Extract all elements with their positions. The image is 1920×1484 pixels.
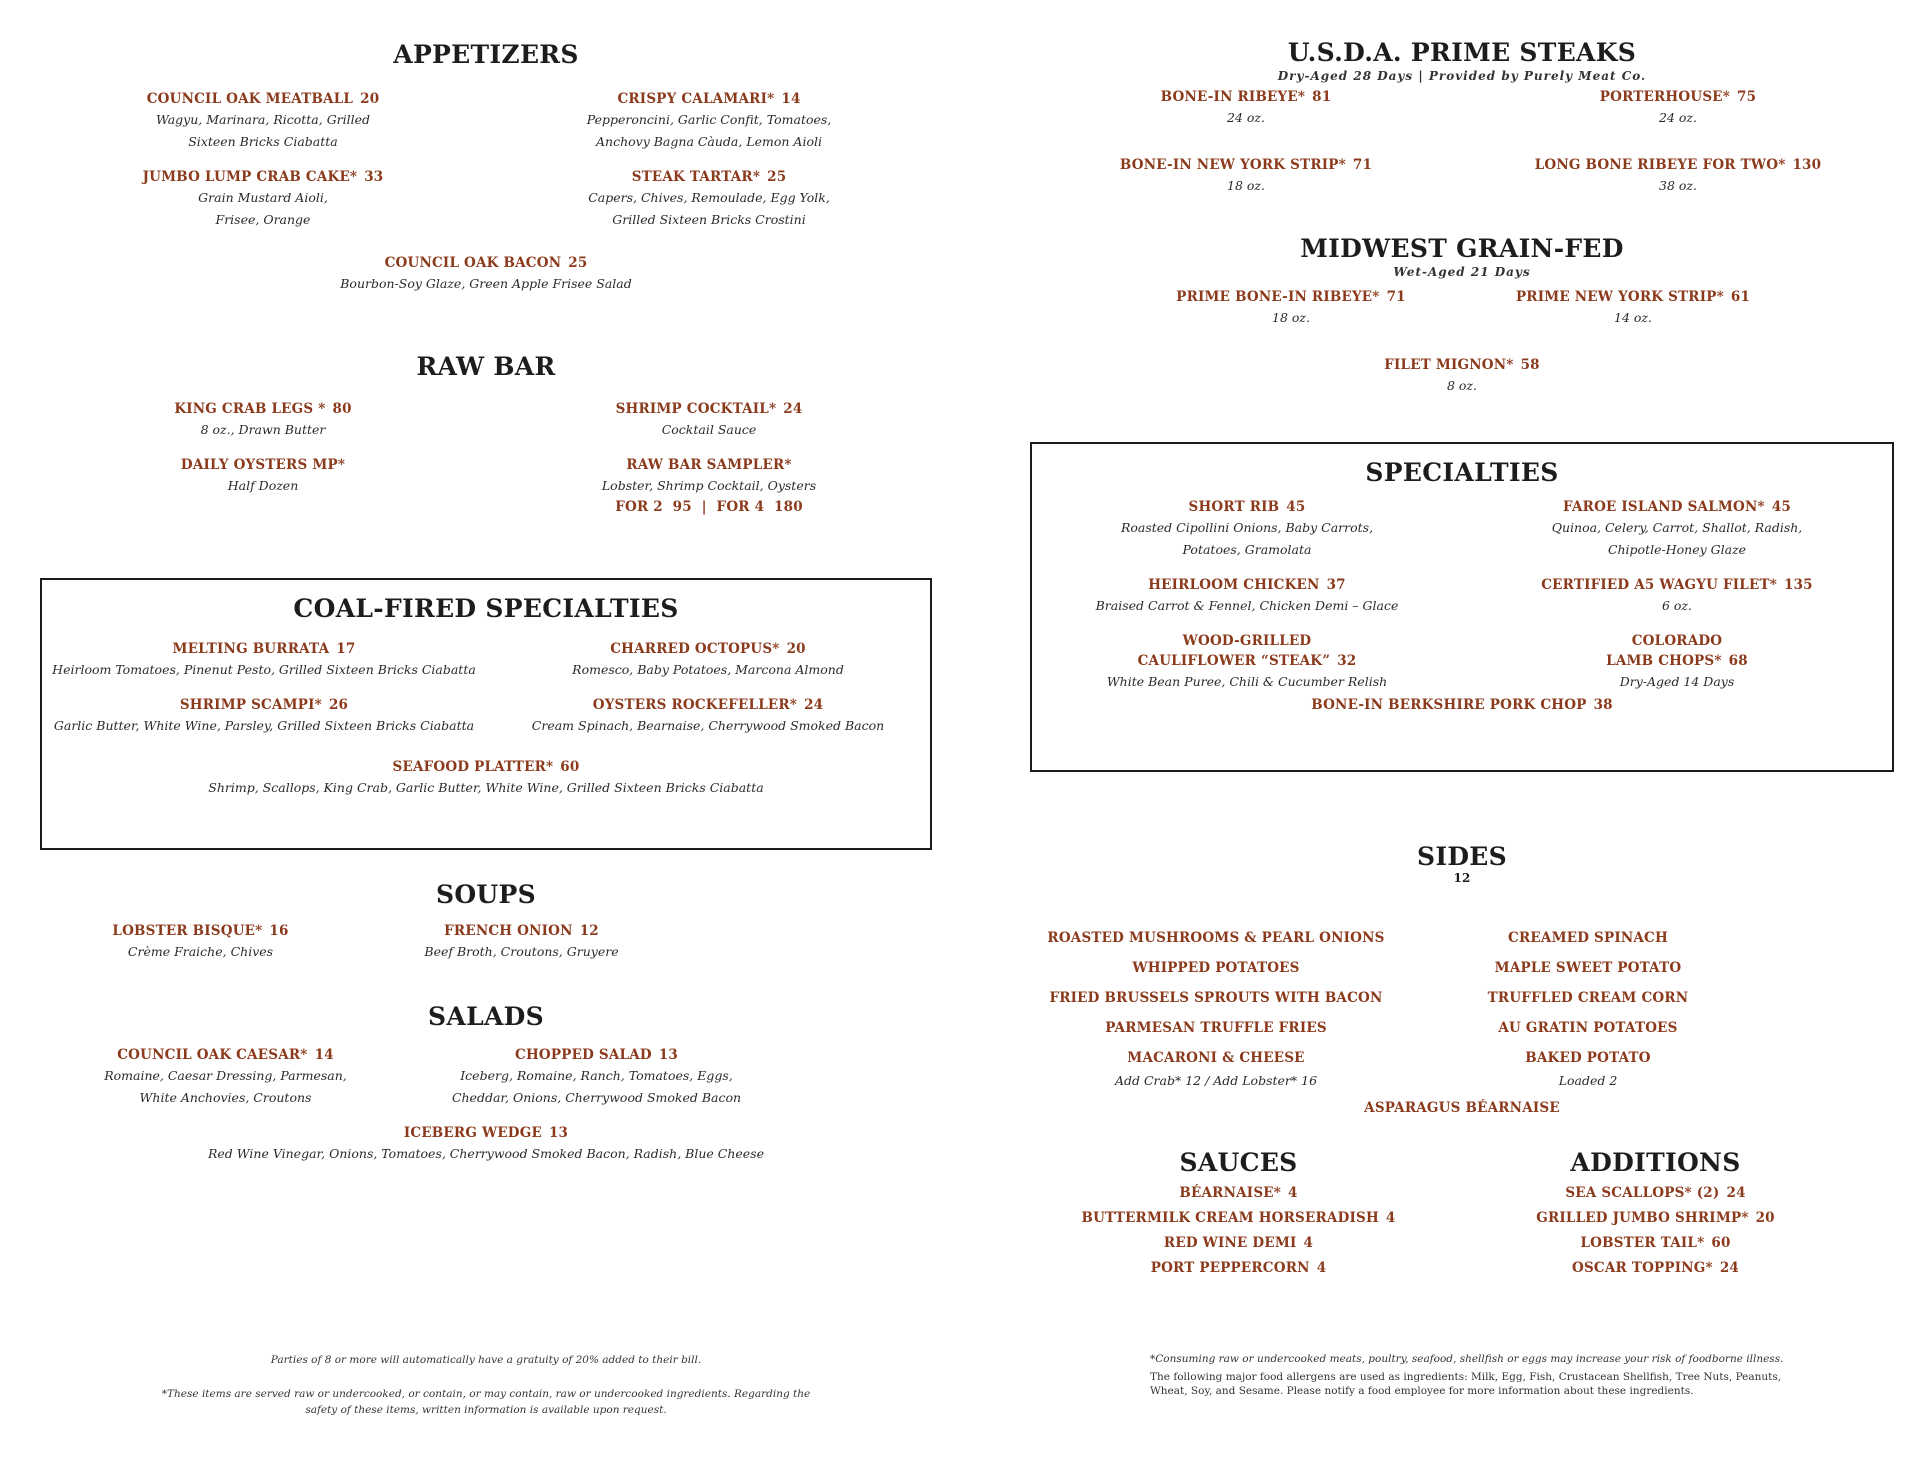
salads-heading: SALADS	[428, 1002, 544, 1031]
item-name: DAILY OYSTERS MP*	[180, 457, 346, 473]
item-desc: 8 oz.	[1446, 378, 1477, 393]
item-price: 33	[364, 169, 384, 185]
item-desc: Lobster, Shrimp Cocktail, Oysters	[601, 478, 817, 493]
item-price: 71	[1352, 157, 1373, 173]
item-name: CAULIFLOWER “STEAK”	[1137, 653, 1331, 669]
item-price: 45	[1771, 499, 1792, 515]
item-name: CERTIFIED A5 WAGYU FILET*	[1541, 577, 1777, 593]
item-price: 13	[548, 1125, 569, 1141]
menu-item	[40, 455, 486, 531]
item-price: 24	[1726, 1185, 1746, 1201]
sides-price: 12	[1453, 871, 1471, 885]
prime-steaks-subtitle: Dry-Aged 28 Days | Provided by Purely Meat Co.	[1277, 69, 1647, 83]
menu-item	[40, 253, 932, 295]
midwest-section	[1030, 234, 1894, 397]
menu-item	[40, 89, 486, 167]
item-name: SHRIMP SCAMPI*	[179, 697, 322, 713]
item-price: 4	[1288, 1185, 1298, 1201]
side-item: PARMESAN TRUFFLE FRIES	[1105, 1020, 1327, 1036]
midwest-grid	[1030, 287, 1894, 343]
menu-item	[1030, 87, 1462, 143]
item-desc: Half Dozen	[227, 478, 299, 493]
item-desc: Red Wine Vinegar, Onions, Tomatoes, Cherrywood Smoked Bacon, Radish, Blue Cheese	[207, 1146, 765, 1161]
item-price: 25	[568, 255, 588, 271]
menu-item	[486, 695, 930, 751]
item-price: 24	[1719, 1260, 1739, 1276]
item-price: 37	[1326, 577, 1346, 593]
menu-item	[1462, 143, 1894, 211]
item-name: PRIME BONE-IN RIBEYE*	[1176, 289, 1380, 305]
menu-item	[40, 1045, 411, 1123]
coal-fired-grid	[42, 639, 930, 751]
consumer-advisory: *Consuming raw or undercooked meats, poultry, seafood, shellfish or eggs may increase your risk of foodborne illness.	[1150, 1353, 1784, 1365]
item-desc: Shrimp, Scallops, King Crab, Garlic Butter, White Wine, Grilled Sixteen Bricks Ciabatta	[208, 780, 764, 795]
item-price: 81	[1312, 89, 1332, 105]
item-name-line1: WOOD-GRILLED	[1182, 633, 1312, 649]
item-name: SHORT RIB	[1188, 499, 1280, 515]
item-desc: Crème Fraiche, Chives	[127, 944, 274, 959]
side-item: ROASTED MUSHROOMS & PEARL ONIONS	[1047, 930, 1385, 946]
menu-item	[1462, 87, 1894, 143]
menu-item	[1462, 575, 1892, 631]
menu-item	[40, 921, 361, 977]
item-desc: Cream Spinach, Bearnaise, Cherrywood Smoked Bacon	[531, 718, 885, 733]
soups-grid	[40, 921, 932, 977]
gratuity-note: Parties of 8 or more will automatically have a gratuity of 20% added to their bill.	[270, 1354, 702, 1366]
side-item: MACARONI & CHEESE	[1127, 1050, 1305, 1066]
item-price: 58	[1520, 357, 1540, 373]
item-price: 14	[781, 91, 801, 107]
item-desc: Wagyu, Marinara, Ricotta, Grilled	[155, 112, 371, 127]
item-name: CRISPY CALAMARI*	[617, 91, 775, 107]
sauces-additions-section	[1030, 1148, 1894, 1292]
salads-grid	[40, 1045, 932, 1123]
menu-item	[40, 1123, 932, 1165]
item-name: RED WINE DEMI	[1163, 1235, 1297, 1251]
menu-item	[40, 167, 486, 245]
side-item: AU GRATIN POTATOES	[1498, 1020, 1678, 1036]
item-name: BÉARNAISE*	[1179, 1185, 1282, 1201]
allergen-notice-cont: Wheat, Soy, and Sesame. Please notify a food employee for more information about these ingredients.	[1150, 1385, 1694, 1397]
menu-item	[42, 757, 930, 799]
coal-fired-box	[40, 578, 932, 850]
left-footer	[40, 1352, 932, 1418]
specialties-box	[1030, 442, 1894, 772]
item-name: ICEBERG WEDGE	[403, 1125, 542, 1141]
item-name: PRIME NEW YORK STRIP*	[1515, 289, 1724, 305]
side-item: FRIED BRUSSELS SPROUTS WITH BACON	[1049, 990, 1383, 1006]
item-desc: Anchovy Bagna Càuda, Lemon Aioli	[596, 134, 822, 149]
item-name: PORT PEPPERCORN	[1150, 1260, 1310, 1276]
item-name: LOBSTER TAIL*	[1580, 1235, 1705, 1251]
item-price: 80	[332, 401, 352, 417]
item-desc: 24 oz.	[1659, 110, 1697, 125]
raw-disclaimer: *These items are served raw or undercooked, or contain, or may contain, raw or undercooked ingredients. Regarding the	[161, 1388, 811, 1400]
item-name: FILET MIGNON*	[1384, 357, 1514, 373]
item-price: 45	[1286, 499, 1306, 515]
sides-right-list	[1402, 923, 1774, 1103]
item-desc: 6 oz.	[1661, 598, 1692, 613]
item-price: 130	[1792, 157, 1822, 173]
side-item: BAKED POTATO	[1525, 1050, 1651, 1066]
side-item: WHIPPED POTATOES	[1132, 960, 1300, 976]
item-name: CHOPPED SALAD	[515, 1047, 652, 1063]
item-name: OYSTERS ROCKEFELLER*	[592, 697, 798, 713]
allergen-notice: The following major food allergens are used as ingredients: Milk, Egg, Fish, Crustacean Shellfish, Tree Nuts, Peanuts,	[1150, 1371, 1782, 1383]
specialties-heading: SPECIALTIES	[1365, 458, 1559, 487]
item-price: 60	[1711, 1235, 1731, 1251]
item-desc: 18 oz.	[1272, 310, 1310, 325]
item-desc: Iceberg, Romaine, Ranch, Tomatoes, Eggs,	[460, 1068, 733, 1083]
menu-item	[1032, 497, 1462, 575]
item-price: 4	[1316, 1260, 1327, 1276]
item-name: LOBSTER BISQUE*	[112, 923, 263, 939]
raw-disclaimer-cont: safety of these items, written information is available upon request.	[305, 1404, 667, 1416]
item-desc: Grain Mustard Aioli,	[198, 190, 328, 205]
sides-grid	[1030, 923, 1894, 1103]
item-price: 20	[1755, 1210, 1775, 1226]
right-footer	[1030, 1352, 1894, 1398]
item-price: 61	[1730, 289, 1751, 305]
menu-item	[1462, 497, 1892, 575]
item-name: FAROE ISLAND SALMON*	[1562, 499, 1765, 515]
item-desc: Romaine, Caesar Dressing, Parmesan,	[104, 1068, 347, 1083]
item-price: 75	[1737, 89, 1757, 105]
item-desc: White Bean Puree, Chili & Cucumber Relish	[1106, 674, 1388, 689]
item-price: 24	[804, 697, 824, 713]
menu-item	[1032, 575, 1462, 631]
side-item: MAPLE SWEET POTATO	[1494, 960, 1682, 976]
sides-section	[1030, 842, 1894, 1121]
item-price: 4	[1303, 1235, 1314, 1251]
menu-item	[1462, 287, 1804, 343]
side-item: CREAMED SPINACH	[1508, 930, 1668, 946]
item-name: JUMBO LUMP CRAB CAKE*	[142, 169, 358, 185]
item-name: OSCAR TOPPING*	[1572, 1260, 1713, 1276]
item-name: LAMB CHOPS*	[1606, 653, 1722, 669]
midwest-subtitle: Wet-Aged 21 Days	[1393, 265, 1531, 279]
side-item-note: Add Crab* 12 / Add Lobster* 16	[1114, 1073, 1318, 1088]
item-price: 25	[767, 169, 787, 185]
item-name: MELTING BURRATA	[172, 641, 330, 657]
raw-bar-grid	[40, 399, 932, 531]
item-desc: Potatoes, Gramolata	[1182, 542, 1312, 557]
menu-item	[486, 639, 930, 695]
sauces-heading: SAUCES	[1179, 1148, 1298, 1177]
item-desc: 8 oz., Drawn Butter	[200, 422, 326, 437]
item-name: RAW BAR SAMPLER*	[626, 457, 792, 473]
menu-item	[361, 921, 682, 977]
appetizers-heading: APPETIZERS	[393, 40, 579, 69]
item-desc: Braised Carrot & Fennel, Chicken Demi – Glace	[1095, 598, 1399, 613]
item-price: 4	[1385, 1210, 1396, 1226]
item-desc: Garlic Butter, White Wine, Parsley, Grilled Sixteen Bricks Ciabatta	[53, 718, 475, 733]
appetizers-section	[40, 40, 932, 295]
prime-steaks-section	[1030, 38, 1894, 211]
menu-item	[486, 455, 932, 531]
item-price: 135	[1783, 577, 1813, 593]
item-price: 71	[1386, 289, 1406, 305]
additions-list	[1447, 1148, 1864, 1292]
item-name: PORTERHOUSE*	[1599, 89, 1731, 105]
item-name: COUNCIL OAK MEATBALL	[146, 91, 354, 107]
salads-section	[40, 1002, 932, 1165]
item-name-line1: COLORADO	[1631, 633, 1723, 649]
midwest-heading: MIDWEST GRAIN-FED	[1300, 234, 1624, 263]
sauces-additions-grid	[1030, 1148, 1894, 1292]
side-item-note: Loaded 2	[1558, 1073, 1618, 1088]
item-name: LONG BONE RIBEYE FOR TWO*	[1534, 157, 1786, 173]
item-name: BUTTERMILK CREAM HORSERADISH	[1081, 1210, 1379, 1226]
coal-fired-heading: COAL-FIRED SPECIALTIES	[293, 594, 679, 623]
item-price: 17	[336, 641, 356, 657]
menu-item	[42, 639, 486, 695]
item-desc: 38 oz.	[1659, 178, 1697, 193]
item-name: KING CRAB LEGS *	[174, 401, 326, 417]
item-desc: Bourbon-Soy Glaze, Green Apple Frisee Salad	[340, 276, 632, 291]
item-name: BONE-IN BERKSHIRE PORK CHOP	[1311, 697, 1587, 713]
item-desc: Frisee, Orange	[215, 212, 311, 227]
menu-item	[411, 1045, 782, 1123]
item-desc: Sixteen Bricks Ciabatta	[188, 134, 338, 149]
item-price: 12	[579, 923, 599, 939]
menu-item	[486, 167, 932, 245]
side-item: ASPARAGUS BÉARNAISE	[1364, 1100, 1560, 1116]
item-price: 13	[658, 1047, 678, 1063]
sides-heading: SIDES	[1416, 842, 1508, 871]
menu-item	[42, 695, 486, 751]
item-name: STEAK TARTAR*	[631, 169, 761, 185]
item-price: 14	[314, 1047, 334, 1063]
sauces-list	[1030, 1148, 1447, 1292]
item-desc: Beef Broth, Croutons, Gruyere	[424, 944, 619, 959]
item-name: COUNCIL OAK BACON	[384, 255, 562, 271]
raw-bar-section	[40, 352, 932, 531]
item-name: CHARRED OCTOPUS*	[610, 641, 780, 657]
item-desc: Cocktail Sauce	[661, 422, 757, 437]
menu-item	[486, 399, 932, 455]
item-desc: Romesco, Baby Potatoes, Marcona Almond	[572, 662, 844, 677]
menu-item	[40, 399, 486, 455]
item-name: BONE-IN NEW YORK STRIP*	[1119, 157, 1346, 173]
prime-steaks-heading: U.S.D.A. PRIME STEAKS	[1287, 38, 1637, 67]
menu-item	[1030, 143, 1462, 211]
item-price: 20	[786, 641, 806, 657]
item-name: FRENCH ONION	[444, 923, 573, 939]
item-desc: Cheddar, Onions, Cherrywood Smoked Bacon	[451, 1090, 742, 1105]
item-desc: Roasted Cipollini Onions, Baby Carrots,	[1120, 520, 1374, 535]
item-price: 32	[1337, 653, 1357, 669]
item-name: SHRIMP COCKTAIL*	[615, 401, 777, 417]
item-desc: Capers, Chives, Remoulade, Egg Yolk,	[588, 190, 830, 205]
item-desc: Pepperoncini, Garlic Confit, Tomatoes,	[586, 112, 832, 127]
item-price: 26	[328, 697, 349, 713]
item-desc: Chipotle-Honey Glaze	[1607, 542, 1747, 557]
item-name: COUNCIL OAK CAESAR*	[117, 1047, 308, 1063]
item-price: 38	[1593, 697, 1613, 713]
item-name: SEA SCALLOPS* (2)	[1565, 1185, 1720, 1201]
item-name: HEIRLOOM CHICKEN	[1148, 577, 1320, 593]
item-price: 16	[269, 923, 289, 939]
appetizers-grid	[40, 89, 932, 245]
item-price: 68	[1728, 653, 1748, 669]
item-desc: White Anchovies, Croutons	[139, 1090, 312, 1105]
item-name: BONE-IN RIBEYE*	[1160, 89, 1306, 105]
item-desc: 24 oz.	[1227, 110, 1265, 125]
item-price-options: FOR 2 95 | FOR 4 180	[615, 499, 803, 515]
item-desc: 18 oz.	[1227, 178, 1265, 193]
menu-item	[1030, 355, 1894, 397]
menu-item	[1120, 287, 1462, 343]
item-desc: Quinoa, Celery, Carrot, Shallot, Radish,	[1551, 520, 1803, 535]
item-name: SEAFOOD PLATTER*	[392, 759, 554, 775]
sides-left-list	[1030, 923, 1402, 1103]
menu-item	[486, 89, 932, 167]
item-desc: Dry-Aged 14 Days	[1619, 674, 1735, 689]
soups-section	[40, 880, 932, 977]
prime-steaks-grid	[1030, 87, 1894, 211]
specialties-grid	[1032, 497, 1892, 707]
raw-bar-heading: RAW BAR	[416, 352, 556, 381]
soups-heading: SOUPS	[436, 880, 536, 909]
side-item: TRUFFLED CREAM CORN	[1487, 990, 1689, 1006]
item-price: 20	[360, 91, 380, 107]
item-desc: 14 oz.	[1614, 310, 1652, 325]
additions-heading: ADDITIONS	[1570, 1148, 1741, 1177]
item-name: GRILLED JUMBO SHRIMP*	[1536, 1210, 1749, 1226]
item-price: 60	[560, 759, 580, 775]
item-price: 24	[783, 401, 803, 417]
item-desc: Heirloom Tomatoes, Pinenut Pesto, Grilled Sixteen Bricks Ciabatta	[52, 662, 476, 677]
item-desc: Grilled Sixteen Bricks Crostini	[612, 212, 806, 227]
